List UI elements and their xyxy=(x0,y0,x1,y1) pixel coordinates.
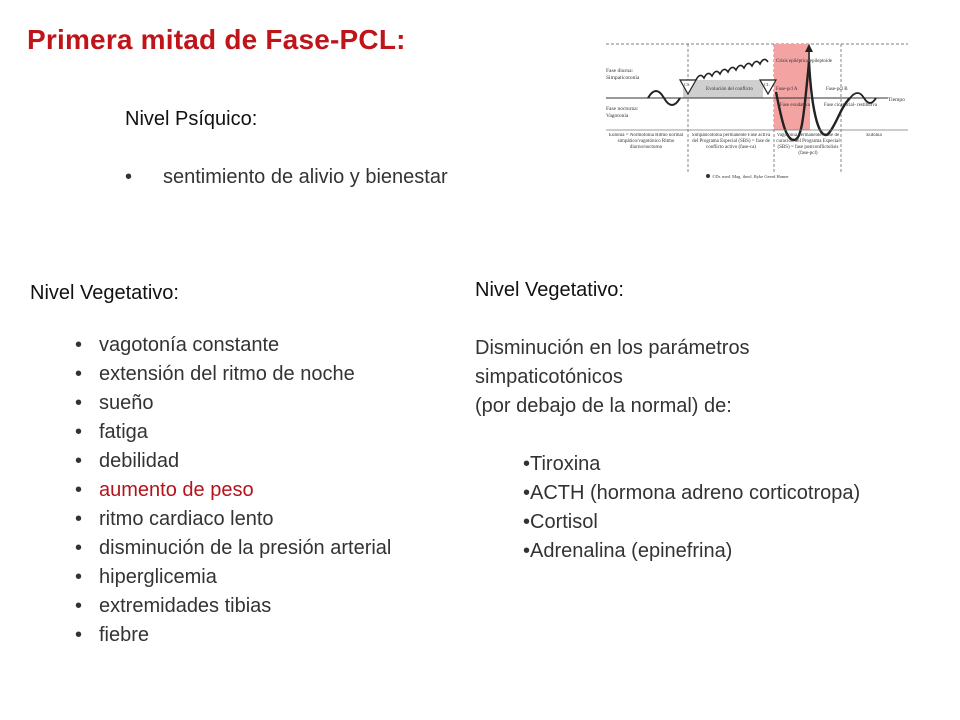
intro-line: Disminución en los parámetros xyxy=(475,337,750,359)
svg-text:Simpaticotonía: Simpaticotonía xyxy=(606,75,640,81)
list-item: •Tiroxina xyxy=(523,453,601,475)
slide-title: Primera mitad de Fase-PCL: xyxy=(27,24,406,55)
list-item: •ACTH (hormona adreno corticotropa) xyxy=(523,482,861,504)
list-item: • hiperglicemia xyxy=(75,566,217,588)
intro-line: (por debajo de la normal) de: xyxy=(475,395,732,417)
list-item: • sueño xyxy=(75,392,154,414)
list-item: • vagotonía constante xyxy=(75,334,280,356)
vegetativo-right-list xyxy=(523,450,860,566)
list-item: •Adrenalina (epinefrina) xyxy=(523,540,733,562)
svg-text:Crisis epiléptica/epileptoide: Crisis epiléptica/epileptoide xyxy=(776,59,832,64)
svg-text:Fase exudativa: Fase exudativa xyxy=(780,103,810,108)
svg-text:Evolución del conflicto: Evolución del conflicto xyxy=(706,87,753,92)
psiquico-bullet: • xyxy=(125,166,133,188)
svg-text:CL: CL xyxy=(764,82,770,87)
list-item: • debilidad xyxy=(75,450,180,472)
svg-text:Fase-pcl A: Fase-pcl A xyxy=(776,87,798,92)
list-item: • fiebre xyxy=(75,624,150,646)
list-item: • extremidades tibias xyxy=(75,595,272,617)
list-item-highlighted: • aumento de peso xyxy=(75,479,254,501)
svg-text:Fase cicatricial- restitutiva: Fase cicatricial- restitutiva xyxy=(824,103,878,108)
vegetativo-left-heading: Nivel Vegetativo: xyxy=(30,282,179,304)
psiquico-heading: Nivel Psíquico: xyxy=(125,108,258,130)
vegetativo-right-heading: Nivel Vegetativo: xyxy=(475,279,624,301)
hamer-biphasic-diagram: Fase diurna: Simpaticotonía Fase nocturna: Vagotonía Crisis epiléptica/epileptoide Evolución del conflicto Fase-pcl A Fase-pcl B Fase exudativa Fase cicatricial- restitutiva Tiempo CS CL Eutonía = Normotonía Ritmo normal simpático/vagotónico Ritmo diurno/nocturno Simpaticotonía permanente Fase activa del Programa Especial (SBS) = fase de conflicto activo (fase-ca) Vagotonía permanente. Fase de curación del Programa Especial (SBS) = fase postconflictolisis (fase-pcl) Eutonía ©Dr. med. Mag. theol. Ryke Geerd Hamer xyxy=(588,22,918,182)
list-item: •Cortisol xyxy=(523,511,598,533)
svg-text:Fase diurna:: Fase diurna: xyxy=(606,68,634,74)
svg-text:Tiempo: Tiempo xyxy=(888,97,905,103)
svg-text:Vagotonía: Vagotonía xyxy=(606,113,629,119)
list-item: • extensión del ritmo de noche xyxy=(75,363,355,385)
svg-text:Fase-pcl B: Fase-pcl B xyxy=(826,87,848,92)
svg-text:©Dr. med. Mag. theol. Ryke Gee: ©Dr. med. Mag. theol. Ryke Geerd Hamer xyxy=(712,174,789,179)
list-item: • ritmo cardiaco lento xyxy=(75,508,274,530)
psiquico-item: sentimiento de alivio y bienestar xyxy=(163,166,448,188)
list-item: • disminución de la presión arterial xyxy=(75,537,392,559)
svg-text:Fase nocturna:: Fase nocturna: xyxy=(606,106,639,112)
list-item: • fatiga xyxy=(75,421,148,443)
vegetativo-right-intro xyxy=(475,334,750,421)
svg-text:CS: CS xyxy=(684,82,690,87)
intro-line: simpaticotónicos xyxy=(475,366,623,388)
vegetativo-left-list xyxy=(75,331,391,650)
